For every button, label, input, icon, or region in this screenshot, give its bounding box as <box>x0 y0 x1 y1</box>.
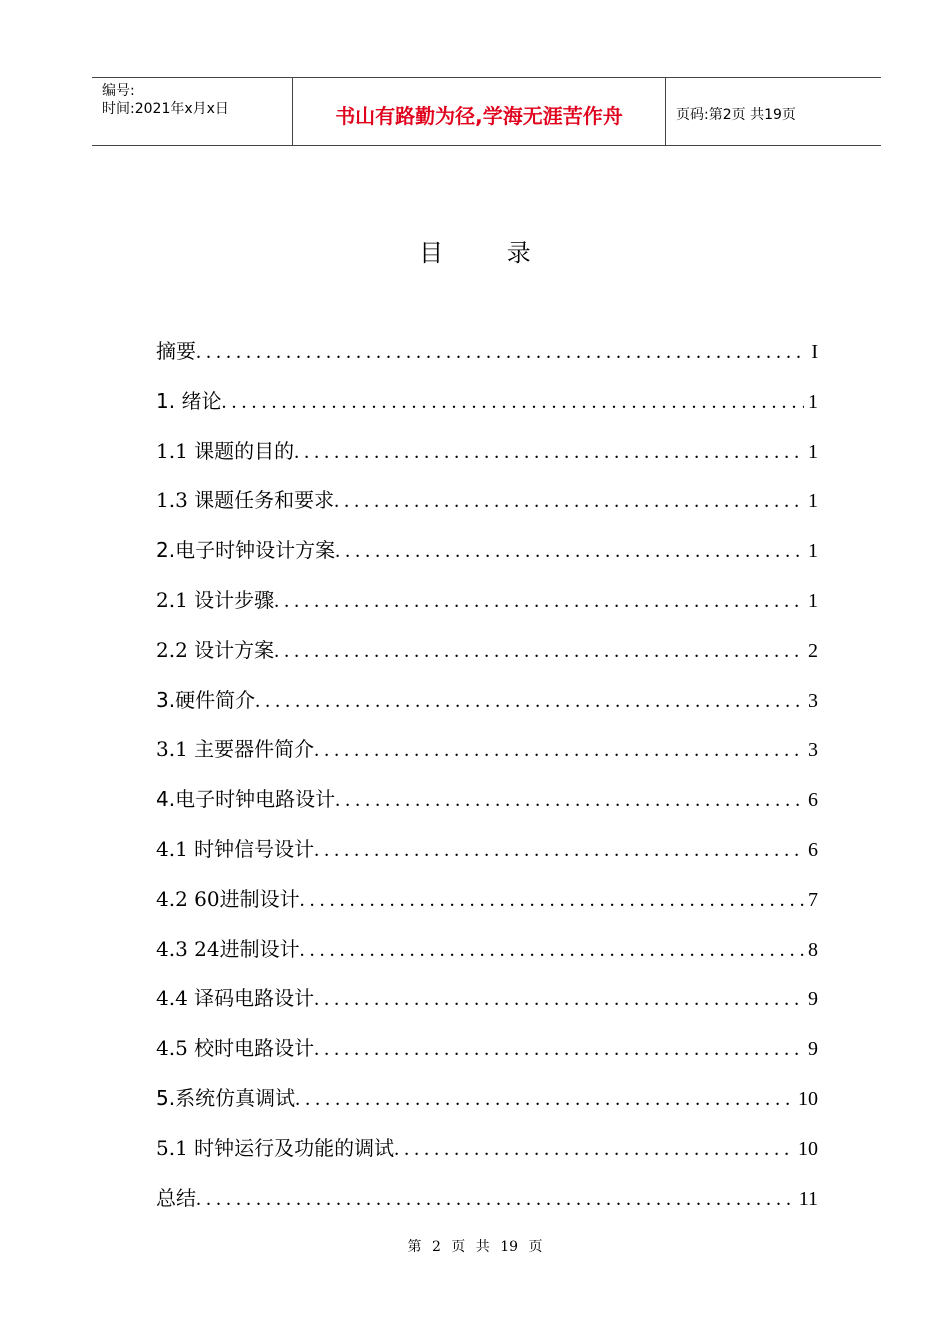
toc-entry-page: 10 <box>798 1137 818 1160</box>
toc-entry[interactable] <box>156 982 818 1032</box>
toc-entry-label: 5.系统仿真调试 <box>156 1085 296 1110</box>
toc-dot-leader <box>196 341 807 364</box>
toc-entry-page: 9 <box>808 1038 818 1061</box>
toc-entry-label: 4.1 时钟信号设计 <box>156 836 315 861</box>
toc-entry[interactable] <box>156 783 818 833</box>
toc-dot-leader <box>314 739 804 762</box>
toc-entry[interactable] <box>156 534 818 584</box>
toc-dot-leader <box>334 490 804 513</box>
toc-entry-page: 1 <box>808 440 818 463</box>
toc-dot-leader <box>335 540 804 563</box>
toc-entry-page: I <box>811 341 818 363</box>
toc-entry[interactable] <box>156 435 818 485</box>
toc-entry[interactable] <box>156 1182 818 1232</box>
toc-dot-leader <box>394 1138 794 1161</box>
toc-entry-label: 2.电子时钟设计方案 <box>156 538 336 563</box>
header-motto: 书山有路勤为径,学海无涯苦作舟 <box>335 104 623 128</box>
header-meta-cell <box>92 78 293 145</box>
toc-entry-page: 1 <box>808 490 818 513</box>
toc-entry-label: 4.电子时钟电路设计 <box>156 787 336 812</box>
toc-entry-label: 1. 绪论 <box>156 388 222 413</box>
toc-entry-page: 10 <box>798 1087 818 1110</box>
toc-entry[interactable] <box>156 584 818 634</box>
toc-title: 目 录 <box>419 239 559 267</box>
toc-entry-label: 4.3 24进制设计 <box>156 936 300 961</box>
toc-entry[interactable] <box>156 1032 818 1082</box>
toc-entry[interactable] <box>156 933 818 983</box>
toc-entry[interactable] <box>156 733 818 783</box>
toc-entry[interactable] <box>156 883 818 933</box>
document-time-label: 时间:2021年x月x日 <box>102 101 229 117</box>
document-number-label: 编号: <box>102 83 135 99</box>
header-page-info: 页码:第2页 共19页 <box>676 107 796 123</box>
header-page-cell <box>666 78 881 145</box>
toc-entry-label: 1.3 课题任务和要求 <box>156 488 335 513</box>
toc-entry-label: 总结 <box>156 1185 196 1210</box>
toc-entry-label: 4.4 译码电路设计 <box>156 986 315 1011</box>
toc-dot-leader <box>335 789 804 812</box>
toc-dot-leader <box>314 1038 804 1061</box>
page-footer: 第 2 页 共 19 页 <box>407 1239 543 1255</box>
toc-dot-leader <box>255 690 804 713</box>
toc-entry[interactable] <box>156 634 818 684</box>
toc-entry[interactable] <box>156 684 818 734</box>
toc-entry-page: 6 <box>808 789 818 812</box>
page-header <box>92 77 881 146</box>
toc-entry-label: 1.1 课题的目的 <box>156 438 295 463</box>
toc-entry[interactable] <box>156 1132 818 1182</box>
toc-dot-leader <box>274 640 804 663</box>
toc-entry-page: 2 <box>808 639 818 662</box>
toc-entry-page: 6 <box>808 838 818 861</box>
toc-dot-leader <box>221 391 804 414</box>
toc-dot-leader <box>294 441 804 464</box>
toc-entry-page: 1 <box>808 390 818 413</box>
toc-entry-page: 1 <box>808 589 818 612</box>
toc-entry-label: 摘要 <box>156 339 196 363</box>
toc-entry-label: 2.1 设计步骤 <box>156 587 275 612</box>
toc-dot-leader <box>295 1088 794 1111</box>
table-of-contents <box>156 335 818 1231</box>
toc-dot-leader <box>314 988 804 1011</box>
toc-dot-leader <box>314 839 804 862</box>
toc-entry-page: 11 <box>798 1187 818 1210</box>
toc-entry-label: 3.1 主要器件简介 <box>156 737 315 762</box>
toc-entry[interactable] <box>156 833 818 883</box>
toc-entry-label: 4.5 校时电路设计 <box>156 1036 315 1061</box>
toc-entry-label: 4.2 60进制设计 <box>156 886 300 911</box>
toc-entry-page: 9 <box>808 988 818 1011</box>
toc-entry-label: 5.1 时钟运行及功能的调试 <box>156 1135 395 1160</box>
toc-entry-label: 2.2 设计方案 <box>156 637 275 662</box>
toc-entry-page: 7 <box>808 888 818 911</box>
toc-dot-leader <box>300 889 804 912</box>
toc-entry[interactable] <box>156 484 818 534</box>
toc-entry-page: 1 <box>808 540 818 563</box>
toc-dot-leader <box>300 939 804 962</box>
toc-entry-page: 8 <box>808 938 818 961</box>
toc-entry-page: 3 <box>808 739 818 762</box>
toc-entry[interactable] <box>156 335 818 385</box>
toc-entry[interactable] <box>156 1082 818 1132</box>
toc-dot-leader <box>274 590 804 613</box>
toc-entry-page: 3 <box>808 689 818 712</box>
header-motto-cell <box>293 78 666 145</box>
toc-entry[interactable] <box>156 385 818 435</box>
toc-dot-leader <box>196 1188 795 1211</box>
toc-entry-label: 3.硬件简介 <box>156 687 256 712</box>
